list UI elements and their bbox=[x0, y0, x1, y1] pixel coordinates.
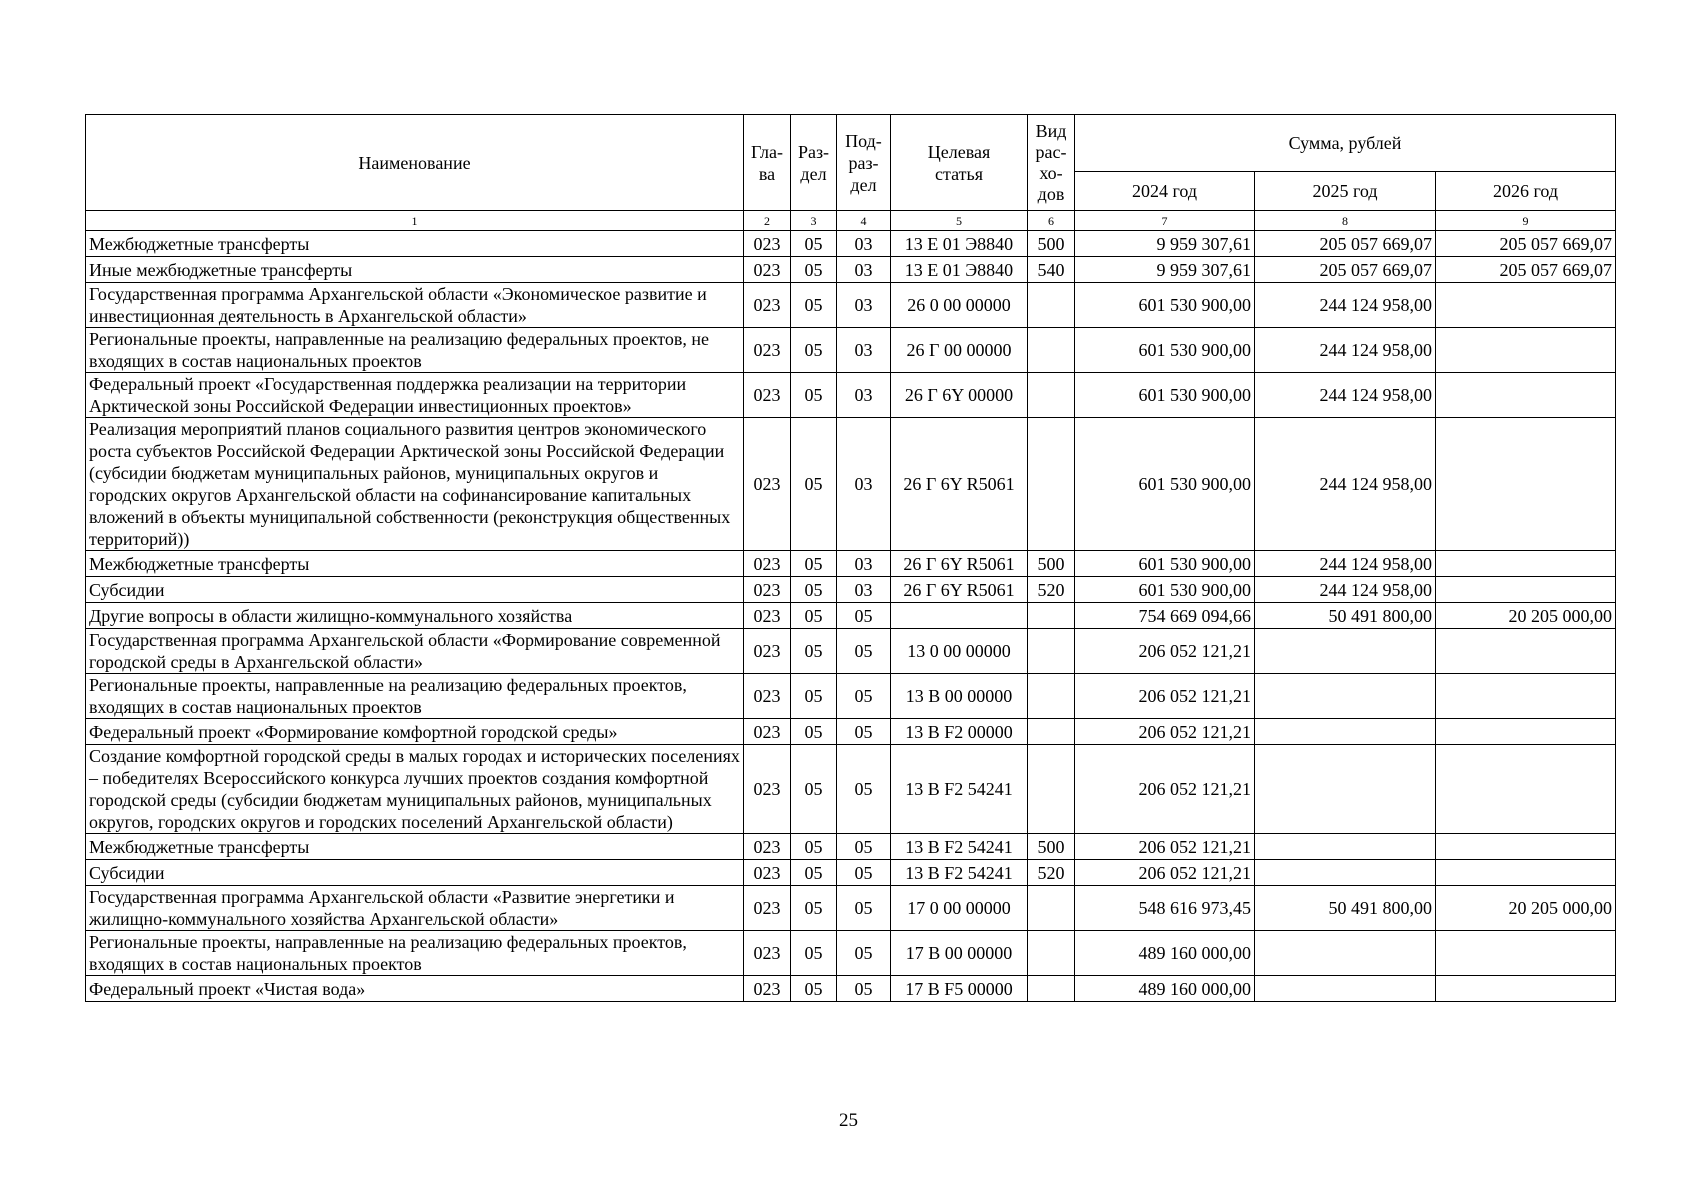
row-sum-2025 bbox=[1255, 860, 1436, 886]
row-name: Федеральный проект «Государственная поддержка реализации на территории Арктической зоны Российской Федерации инвестиционных проектов» bbox=[86, 373, 744, 418]
table-row bbox=[86, 577, 1616, 603]
row-chapter: 023 bbox=[744, 328, 791, 373]
row-name: Межбюджетные трансферты bbox=[86, 834, 744, 860]
row-sum-2025 bbox=[1255, 719, 1436, 745]
row-sum-2025 bbox=[1255, 931, 1436, 976]
row-target: 13 В F2 54241 bbox=[891, 834, 1028, 860]
row-sum-2024: 601 530 900,00 bbox=[1075, 283, 1255, 328]
table-row bbox=[86, 745, 1616, 834]
row-name: Иные межбюджетные трансферты bbox=[86, 257, 744, 283]
row-sum-2025 bbox=[1255, 834, 1436, 860]
row-subsection: 03 bbox=[837, 257, 891, 283]
row-sum-2026 bbox=[1436, 674, 1616, 719]
row-subsection: 03 bbox=[837, 231, 891, 257]
row-sum-2024: 754 669 094,66 bbox=[1075, 603, 1255, 629]
row-target: 13 В 00 00000 bbox=[891, 674, 1028, 719]
row-sum-2026 bbox=[1436, 976, 1616, 1002]
page-number: 25 bbox=[839, 1110, 858, 1131]
row-sum-2026 bbox=[1436, 283, 1616, 328]
row-name: Региональные проекты, направленные на реализацию федеральных проектов, не входящих в состав национальных проектов bbox=[86, 328, 744, 373]
row-sum-2024: 206 052 121,21 bbox=[1075, 860, 1255, 886]
row-sum-2024: 601 530 900,00 bbox=[1075, 373, 1255, 418]
header-section: Раз- дел bbox=[791, 115, 837, 211]
column-number: 8 bbox=[1255, 211, 1436, 231]
row-sum-2025: 50 491 800,00 bbox=[1255, 886, 1436, 931]
row-expense-type: 520 bbox=[1028, 860, 1075, 886]
table-row bbox=[86, 328, 1616, 373]
header-name: Наименование bbox=[86, 115, 744, 211]
row-name: Региональные проекты, направленные на реализацию федеральных проектов, входящих в состав национальных проектов bbox=[86, 931, 744, 976]
header-subsection: Под- раз- дел bbox=[837, 115, 891, 211]
row-subsection: 05 bbox=[837, 931, 891, 976]
row-section: 05 bbox=[791, 629, 837, 674]
row-section: 05 bbox=[791, 745, 837, 834]
table-row bbox=[86, 629, 1616, 674]
row-section: 05 bbox=[791, 860, 837, 886]
row-sum-2025: 244 124 958,00 bbox=[1255, 328, 1436, 373]
row-name: Государственная программа Архангельской области «Экономическое развитие и инвестиционная деятельность в Архангельской области» bbox=[86, 283, 744, 328]
row-chapter: 023 bbox=[744, 834, 791, 860]
row-sum-2026 bbox=[1436, 834, 1616, 860]
row-subsection: 05 bbox=[837, 834, 891, 860]
row-name: Межбюджетные трансферты bbox=[86, 231, 744, 257]
row-name: Государственная программа Архангельской области «Развитие энергетики и жилищно-коммунального хозяйства Архангельской области» bbox=[86, 886, 744, 931]
row-sum-2025 bbox=[1255, 976, 1436, 1002]
table-row bbox=[86, 551, 1616, 577]
row-expense-type bbox=[1028, 674, 1075, 719]
table-row bbox=[86, 674, 1616, 719]
row-target: 26 Г 6Y R5061 bbox=[891, 551, 1028, 577]
row-name: Субсидии bbox=[86, 860, 744, 886]
row-target: 13 В F2 54241 bbox=[891, 745, 1028, 834]
row-subsection: 05 bbox=[837, 860, 891, 886]
row-chapter: 023 bbox=[744, 745, 791, 834]
row-target: 13 В F2 54241 bbox=[891, 860, 1028, 886]
row-expense-type: 500 bbox=[1028, 551, 1075, 577]
row-name: Федеральный проект «Формирование комфортной городской среды» bbox=[86, 719, 744, 745]
row-section: 05 bbox=[791, 719, 837, 745]
column-number: 1 bbox=[86, 211, 744, 231]
row-sum-2025 bbox=[1255, 745, 1436, 834]
row-chapter: 023 bbox=[744, 231, 791, 257]
row-sum-2026 bbox=[1436, 745, 1616, 834]
table-row bbox=[86, 931, 1616, 976]
row-expense-type bbox=[1028, 931, 1075, 976]
row-sum-2026 bbox=[1436, 931, 1616, 976]
row-target: 17 В F5 00000 bbox=[891, 976, 1028, 1002]
row-section: 05 bbox=[791, 257, 837, 283]
table-row bbox=[86, 976, 1616, 1002]
row-expense-type: 520 bbox=[1028, 577, 1075, 603]
row-expense-type bbox=[1028, 886, 1075, 931]
header-year-2026: 2026 год bbox=[1436, 172, 1616, 211]
table-row bbox=[86, 860, 1616, 886]
row-sum-2026: 20 205 000,00 bbox=[1436, 603, 1616, 629]
row-subsection: 03 bbox=[837, 418, 891, 551]
row-chapter: 023 bbox=[744, 860, 791, 886]
row-target: 13 В F2 00000 bbox=[891, 719, 1028, 745]
column-number: 6 bbox=[1028, 211, 1075, 231]
column-number: 2 bbox=[744, 211, 791, 231]
row-sum-2024: 489 160 000,00 bbox=[1075, 931, 1255, 976]
column-number: 7 bbox=[1075, 211, 1255, 231]
budget-table bbox=[85, 114, 1616, 1002]
row-chapter: 023 bbox=[744, 674, 791, 719]
row-sum-2025: 205 057 669,07 bbox=[1255, 231, 1436, 257]
row-name: Межбюджетные трансферты bbox=[86, 551, 744, 577]
table-row bbox=[86, 231, 1616, 257]
row-subsection: 03 bbox=[837, 283, 891, 328]
row-name: Другие вопросы в области жилищно-коммунального хозяйства bbox=[86, 603, 744, 629]
row-sum-2024: 206 052 121,21 bbox=[1075, 834, 1255, 860]
row-chapter: 023 bbox=[744, 577, 791, 603]
row-expense-type bbox=[1028, 603, 1075, 629]
table-row bbox=[86, 283, 1616, 328]
row-name: Создание комфортной городской среды в малых городах и исторических поселениях – победителях Всероссийского конкурса лучших проектов создания комфортной городской среды (субсидии бюджетам муниципальных районов, муниципальных округов, городских округов и городских поселений Архангельской области) bbox=[86, 745, 744, 834]
row-sum-2026 bbox=[1436, 551, 1616, 577]
column-number: 5 bbox=[891, 211, 1028, 231]
row-sum-2026 bbox=[1436, 577, 1616, 603]
row-expense-type bbox=[1028, 373, 1075, 418]
row-subsection: 05 bbox=[837, 976, 891, 1002]
header-sum: Сумма, рублей bbox=[1075, 115, 1616, 172]
row-sum-2026 bbox=[1436, 418, 1616, 551]
table-row bbox=[86, 418, 1616, 551]
row-sum-2026 bbox=[1436, 860, 1616, 886]
row-target: 13 0 00 00000 bbox=[891, 629, 1028, 674]
header-chapter: Гла- ва bbox=[744, 115, 791, 211]
header-year-2024: 2024 год bbox=[1075, 172, 1255, 211]
table-row bbox=[86, 719, 1616, 745]
row-subsection: 03 bbox=[837, 373, 891, 418]
row-chapter: 023 bbox=[744, 931, 791, 976]
row-section: 05 bbox=[791, 834, 837, 860]
header-year-2025: 2025 год bbox=[1255, 172, 1436, 211]
row-sum-2026 bbox=[1436, 629, 1616, 674]
table-body bbox=[86, 231, 1616, 1002]
column-number: 9 bbox=[1436, 211, 1616, 231]
row-section: 05 bbox=[791, 577, 837, 603]
row-sum-2025: 244 124 958,00 bbox=[1255, 551, 1436, 577]
row-sum-2024: 206 052 121,21 bbox=[1075, 745, 1255, 834]
row-expense-type: 500 bbox=[1028, 231, 1075, 257]
row-section: 05 bbox=[791, 418, 837, 551]
row-chapter: 023 bbox=[744, 603, 791, 629]
row-sum-2024: 206 052 121,21 bbox=[1075, 629, 1255, 674]
row-subsection: 03 bbox=[837, 577, 891, 603]
row-chapter: 023 bbox=[744, 719, 791, 745]
row-sum-2026: 205 057 669,07 bbox=[1436, 231, 1616, 257]
row-chapter: 023 bbox=[744, 257, 791, 283]
row-name: Государственная программа Архангельской области «Формирование современной городской среды в Архангельской области» bbox=[86, 629, 744, 674]
row-name: Федеральный проект «Чистая вода» bbox=[86, 976, 744, 1002]
header-target: Целевая статья bbox=[891, 115, 1028, 211]
row-sum-2025: 244 124 958,00 bbox=[1255, 283, 1436, 328]
column-number: 3 bbox=[791, 211, 837, 231]
row-chapter: 023 bbox=[744, 976, 791, 1002]
row-sum-2025: 244 124 958,00 bbox=[1255, 373, 1436, 418]
row-expense-type bbox=[1028, 976, 1075, 1002]
row-sum-2024: 9 959 307,61 bbox=[1075, 231, 1255, 257]
row-sum-2025 bbox=[1255, 674, 1436, 719]
row-chapter: 023 bbox=[744, 373, 791, 418]
row-target: 13 Е 01 Э8840 bbox=[891, 231, 1028, 257]
row-sum-2025: 205 057 669,07 bbox=[1255, 257, 1436, 283]
row-sum-2024: 548 616 973,45 bbox=[1075, 886, 1255, 931]
row-expense-type bbox=[1028, 719, 1075, 745]
row-sum-2024: 9 959 307,61 bbox=[1075, 257, 1255, 283]
row-target: 26 Г 00 00000 bbox=[891, 328, 1028, 373]
row-chapter: 023 bbox=[744, 418, 791, 551]
table-row bbox=[86, 373, 1616, 418]
row-expense-type bbox=[1028, 745, 1075, 834]
row-sum-2025: 244 124 958,00 bbox=[1255, 418, 1436, 551]
row-section: 05 bbox=[791, 931, 837, 976]
row-sum-2024: 206 052 121,21 bbox=[1075, 674, 1255, 719]
row-sum-2025: 244 124 958,00 bbox=[1255, 577, 1436, 603]
row-target: 17 В 00 00000 bbox=[891, 931, 1028, 976]
row-subsection: 03 bbox=[837, 551, 891, 577]
row-sum-2024: 601 530 900,00 bbox=[1075, 328, 1255, 373]
row-expense-type bbox=[1028, 283, 1075, 328]
row-expense-type: 540 bbox=[1028, 257, 1075, 283]
row-section: 05 bbox=[791, 551, 837, 577]
row-sum-2024: 601 530 900,00 bbox=[1075, 551, 1255, 577]
row-subsection: 05 bbox=[837, 745, 891, 834]
row-sum-2026 bbox=[1436, 328, 1616, 373]
row-subsection: 05 bbox=[837, 603, 891, 629]
header-expense-type: Вид рас- хо- дов bbox=[1028, 115, 1075, 211]
row-sum-2025: 50 491 800,00 bbox=[1255, 603, 1436, 629]
row-target: 26 Г 6Y R5061 bbox=[891, 418, 1028, 551]
table-row bbox=[86, 603, 1616, 629]
row-expense-type bbox=[1028, 418, 1075, 551]
row-name: Реализация мероприятий планов социального развития центров экономического роста субъектов Российской Федерации Арктической зоны Российской Федерации (субсидии бюджетам муниципальных районов, муниципальных округов и городских округов Архангельской области на софинансирование капитальных вложений в объекты муниципальной собственности (реконструкция общественных территорий)) bbox=[86, 418, 744, 551]
row-section: 05 bbox=[791, 373, 837, 418]
row-subsection: 05 bbox=[837, 719, 891, 745]
table-row bbox=[86, 257, 1616, 283]
row-sum-2025 bbox=[1255, 629, 1436, 674]
row-sum-2026: 205 057 669,07 bbox=[1436, 257, 1616, 283]
row-section: 05 bbox=[791, 886, 837, 931]
row-section: 05 bbox=[791, 976, 837, 1002]
row-subsection: 05 bbox=[837, 674, 891, 719]
table-row bbox=[86, 886, 1616, 931]
row-target: 26 Г 6Y 00000 bbox=[891, 373, 1028, 418]
row-target: 13 Е 01 Э8840 bbox=[891, 257, 1028, 283]
row-sum-2026 bbox=[1436, 373, 1616, 418]
row-expense-type bbox=[1028, 629, 1075, 674]
row-subsection: 05 bbox=[837, 629, 891, 674]
row-name: Субсидии bbox=[86, 577, 744, 603]
row-target: 26 Г 6Y R5061 bbox=[891, 577, 1028, 603]
row-expense-type bbox=[1028, 328, 1075, 373]
row-chapter: 023 bbox=[744, 886, 791, 931]
row-section: 05 bbox=[791, 674, 837, 719]
row-chapter: 023 bbox=[744, 283, 791, 328]
row-expense-type: 500 bbox=[1028, 834, 1075, 860]
row-name: Региональные проекты, направленные на реализацию федеральных проектов, входящих в состав национальных проектов bbox=[86, 674, 744, 719]
table-row bbox=[86, 834, 1616, 860]
row-subsection: 03 bbox=[837, 328, 891, 373]
row-section: 05 bbox=[791, 328, 837, 373]
row-sum-2024: 601 530 900,00 bbox=[1075, 418, 1255, 551]
row-sum-2026: 20 205 000,00 bbox=[1436, 886, 1616, 931]
row-subsection: 05 bbox=[837, 886, 891, 931]
row-target bbox=[891, 603, 1028, 629]
row-sum-2026 bbox=[1436, 719, 1616, 745]
row-section: 05 bbox=[791, 283, 837, 328]
row-sum-2024: 489 160 000,00 bbox=[1075, 976, 1255, 1002]
row-chapter: 023 bbox=[744, 551, 791, 577]
row-target: 17 0 00 00000 bbox=[891, 886, 1028, 931]
row-target: 26 0 00 00000 bbox=[891, 283, 1028, 328]
row-section: 05 bbox=[791, 231, 837, 257]
row-section: 05 bbox=[791, 603, 837, 629]
column-number: 4 bbox=[837, 211, 891, 231]
row-sum-2024: 206 052 121,21 bbox=[1075, 719, 1255, 745]
row-sum-2024: 601 530 900,00 bbox=[1075, 577, 1255, 603]
row-chapter: 023 bbox=[744, 629, 791, 674]
